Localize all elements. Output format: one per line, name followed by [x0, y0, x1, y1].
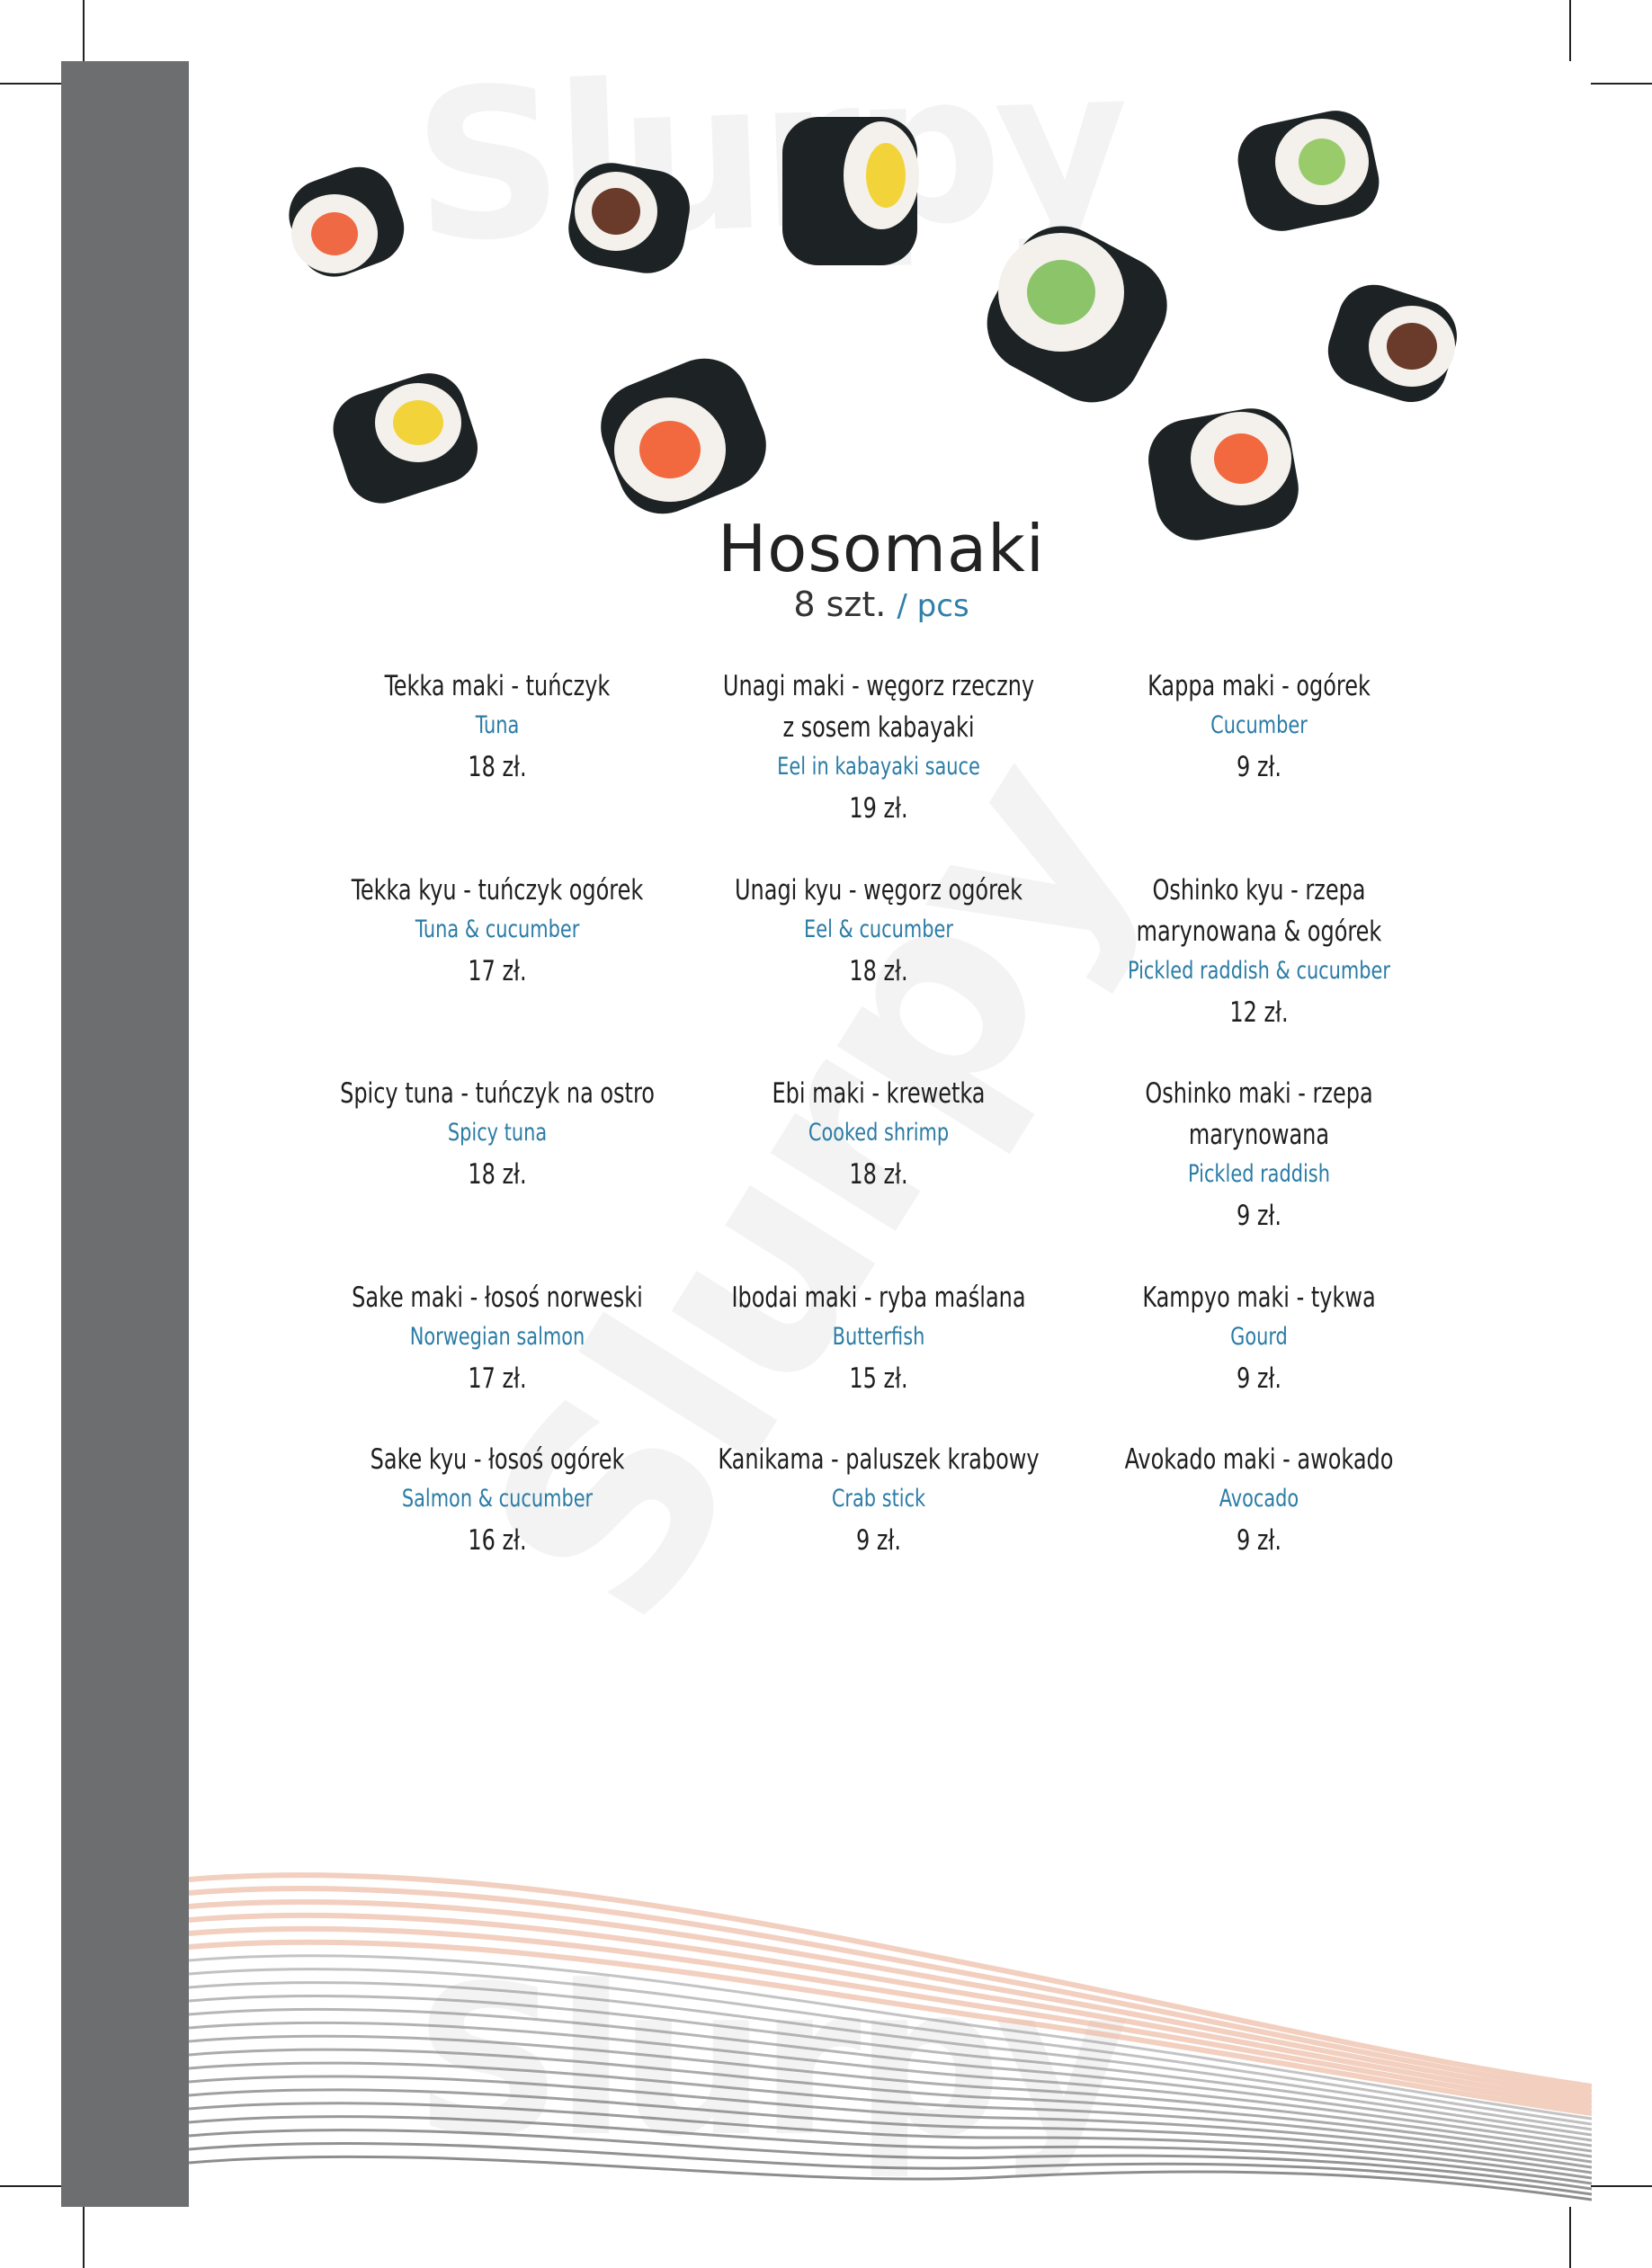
- menu-item-english: Salmon & cucumber: [401, 1485, 594, 1513]
- sushi-roll-salmon-large-icon: [585, 342, 782, 531]
- menu-item: [1061, 1277, 1457, 1401]
- menu-item-english: Gourd: [1230, 1323, 1288, 1351]
- menu-item-price: 9 zł.: [1237, 1524, 1281, 1557]
- menu-item-price: 18 zł.: [849, 955, 908, 987]
- menu-item-name: Ebi maki - krewetka: [772, 1077, 986, 1110]
- crop-mark: [1569, 0, 1571, 61]
- menu-item-price: 16 zł.: [468, 1524, 527, 1557]
- menu-item-english: Norwegian salmon: [409, 1323, 585, 1351]
- menu-item: [681, 870, 1076, 994]
- menu-item: [1061, 665, 1457, 790]
- menu-item-english: Eel & cucumber: [804, 915, 953, 943]
- piece-count: 8 szt.: [793, 585, 887, 624]
- menu-item-price: 9 zł.: [856, 1524, 901, 1557]
- crop-mark: [0, 2185, 61, 2187]
- menu-item-english: Tuna & cucumber: [415, 915, 580, 943]
- menu-item-name: Spicy tuna - tuńczyk na ostro: [340, 1077, 655, 1110]
- menu-item: [299, 1439, 695, 1563]
- menu-item-price: 9 zł.: [1237, 1362, 1281, 1395]
- menu-item-name: Avokado maki - awokado: [1124, 1443, 1394, 1476]
- menu-item: [681, 1073, 1076, 1197]
- menu-item: [299, 870, 695, 994]
- menu-item-name: Unagi kyu - węgorz ogórek: [734, 874, 1023, 906]
- menu-item-name: Oshinko maki - rzepa: [1145, 1077, 1373, 1110]
- sushi-roll-gourd-small-icon: [319, 355, 490, 517]
- menu-item-english: Pickled raddish & cucumber: [1128, 957, 1390, 985]
- menu-item-price: 18 zł.: [468, 1158, 527, 1191]
- wave-line: [189, 2156, 1592, 2200]
- sushi-roll-cucumber-large-icon: [971, 202, 1187, 418]
- crop-mark: [1569, 2207, 1571, 2268]
- menu-item-english: Cooked shrimp: [808, 1119, 950, 1147]
- crop-mark: [1591, 83, 1652, 85]
- menu-item-price: 17 zł.: [468, 1362, 527, 1395]
- sushi-roll-eel-small-icon: [1313, 270, 1475, 423]
- menu-item-name: marynowana: [1188, 1119, 1330, 1151]
- menu-item-english: Crab stick: [831, 1485, 926, 1513]
- decorative-waves: [189, 1862, 1592, 2212]
- menu-item-price: 18 zł.: [468, 751, 527, 783]
- sushi-illustration: [252, 45, 1529, 567]
- page-subtitle: [0, 585, 1652, 624]
- menu-item: [1061, 1073, 1457, 1238]
- menu-item-name: Kappa maki - ogórek: [1147, 670, 1371, 702]
- menu-item-english: Eel in kabayaki sauce: [777, 753, 980, 781]
- menu-item-name: marynowana & ogórek: [1136, 915, 1382, 948]
- sushi-roll-cucumber-icon: [1223, 94, 1394, 247]
- menu-item: [299, 1277, 695, 1401]
- menu-item-name: Unagi maki - węgorz rzeczny: [722, 670, 1035, 702]
- crop-mark: [83, 2207, 85, 2268]
- menu-item-name: Kanikama - paluszek krabowy: [718, 1443, 1040, 1476]
- sidebar-stripe: [61, 61, 189, 2207]
- sushi-roll-salmon-icon: [270, 144, 432, 297]
- sushi-roll-eel-icon: [549, 139, 710, 292]
- menu-item-name: Oshinko kyu - rzepa: [1152, 874, 1366, 906]
- menu-item: [299, 1073, 695, 1197]
- menu-item: [299, 665, 695, 790]
- menu-item-english: Spicy tuna: [447, 1119, 548, 1147]
- menu-item-price: 15 zł.: [849, 1362, 908, 1395]
- wave-line: [189, 2117, 1592, 2183]
- menu-item: [681, 665, 1076, 831]
- page-title: Hosomaki: [718, 511, 1045, 586]
- menu-item-name: Tekka maki - tuńczyk: [384, 670, 611, 702]
- menu-item: [681, 1277, 1076, 1401]
- sushi-roll-gourd-icon: [773, 99, 935, 279]
- wave-line: [189, 2143, 1592, 2194]
- menu-item-english: Cucumber: [1210, 711, 1308, 739]
- menu-item-price: 9 zł.: [1237, 1200, 1281, 1232]
- menu-item-english: Pickled raddish: [1188, 1160, 1330, 1188]
- menu-item: [1061, 1439, 1457, 1563]
- crop-mark: [0, 83, 61, 85]
- wave-line: [189, 2022, 1592, 2146]
- menu-item-price: 9 zł.: [1237, 751, 1281, 783]
- crop-mark: [83, 0, 85, 61]
- menu-item-price: 18 zł.: [849, 1158, 908, 1191]
- menu-item: [681, 1439, 1076, 1563]
- menu-item-name: Ibodai maki - ryba maślana: [731, 1281, 1026, 1314]
- menu-item-name: z sosem kabayaki: [782, 711, 975, 744]
- menu-item-price: 12 zł.: [1229, 996, 1289, 1029]
- menu-item-english: Tuna: [475, 711, 520, 739]
- menu-item-name: Sake maki - łosoś norweski: [352, 1281, 643, 1314]
- menu-item-english: Butterfish: [832, 1323, 925, 1351]
- menu-item-name: Tekka kyu - tuńczyk ogórek: [351, 874, 644, 906]
- menu-item-name: Sake kyu - łosoś ogórek: [370, 1443, 625, 1476]
- crop-mark: [1591, 2185, 1652, 2187]
- menu-item: [1061, 870, 1457, 1035]
- menu-item-price: 19 zł.: [849, 792, 908, 825]
- piece-count-en: / pcs: [897, 588, 969, 624]
- menu-item-price: 17 zł.: [468, 955, 527, 987]
- menu-item-name: Kampyo maki - tykwa: [1142, 1281, 1376, 1314]
- menu-item-english: Avocado: [1219, 1485, 1299, 1513]
